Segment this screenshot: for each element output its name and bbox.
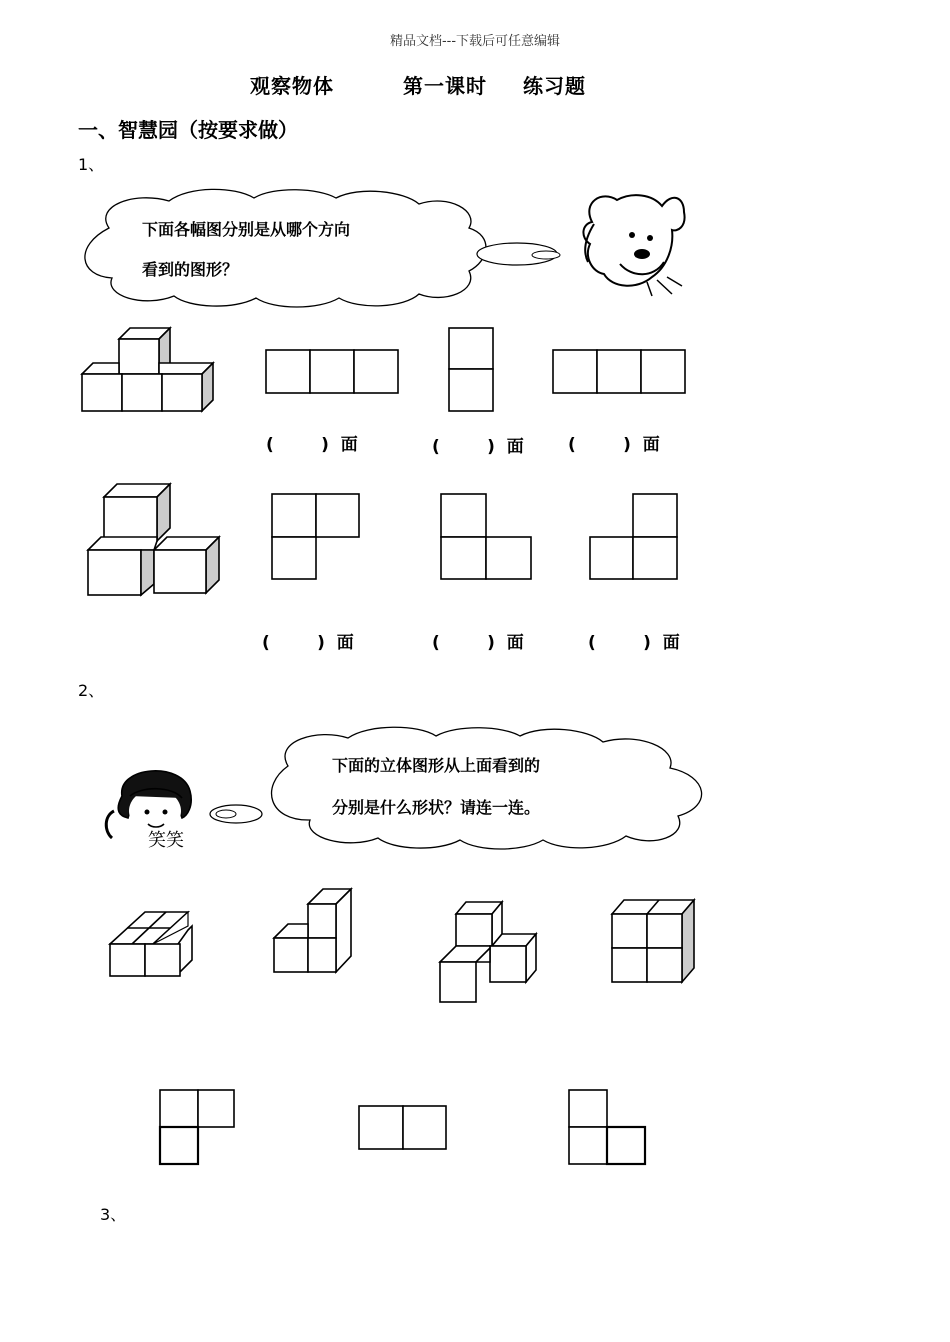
q1-view-3	[551, 348, 687, 396]
q2-top-view-1	[158, 1088, 238, 1168]
header-note: 精品文档---下载后可任意编辑	[389, 34, 561, 49]
q1-number: 1、	[78, 155, 105, 174]
title-part3: 练习题	[523, 74, 586, 98]
q2-solid-figure-1	[108, 910, 196, 980]
q1-bubble-line2: 看到的图形？	[142, 260, 239, 279]
q1-solid-figure-1	[80, 326, 220, 416]
q1-view-2	[447, 326, 497, 416]
answer-blank[interactable]: ( ) 面	[432, 633, 524, 653]
q1-view-5	[439, 492, 535, 582]
q2-solid-figure-4	[610, 896, 698, 984]
cartoon-dog-icon	[572, 182, 690, 298]
title-part1: 观察物体	[250, 74, 334, 98]
q3-number: 3、	[100, 1205, 127, 1224]
q2-solid-figure-2	[272, 886, 356, 978]
q2-top-view-2	[357, 1104, 449, 1152]
answer-blank[interactable]: ( ) 面	[432, 437, 524, 457]
answer-blank[interactable]: ( ) 面	[568, 435, 660, 455]
q2-top-view-3	[567, 1088, 649, 1168]
answer-blank[interactable]: ( ) 面	[588, 633, 680, 653]
q2-number: 2、	[78, 681, 105, 700]
q1-view-4	[270, 492, 362, 582]
q2-bubble-line1: 下面的立体图形从上面看到的	[332, 756, 541, 775]
q1-solid-figure-2	[86, 480, 226, 602]
q1-view-6	[588, 492, 680, 582]
q1-bubble-line1: 下面各幅图分别是从哪个方向	[142, 220, 351, 239]
answer-blank[interactable]: ( ) 面	[266, 435, 358, 455]
character-name: 笑笑	[148, 830, 184, 851]
q1-view-1	[264, 348, 400, 396]
title-part2: 第一课时	[403, 74, 487, 98]
section-heading: 一、智慧园（按要求做）	[78, 118, 298, 142]
q2-solid-figure-3	[438, 898, 542, 1006]
q2-bubble-line2: 分别是什么形状？请连一连。	[332, 798, 541, 817]
answer-blank[interactable]: ( ) 面	[262, 633, 354, 653]
